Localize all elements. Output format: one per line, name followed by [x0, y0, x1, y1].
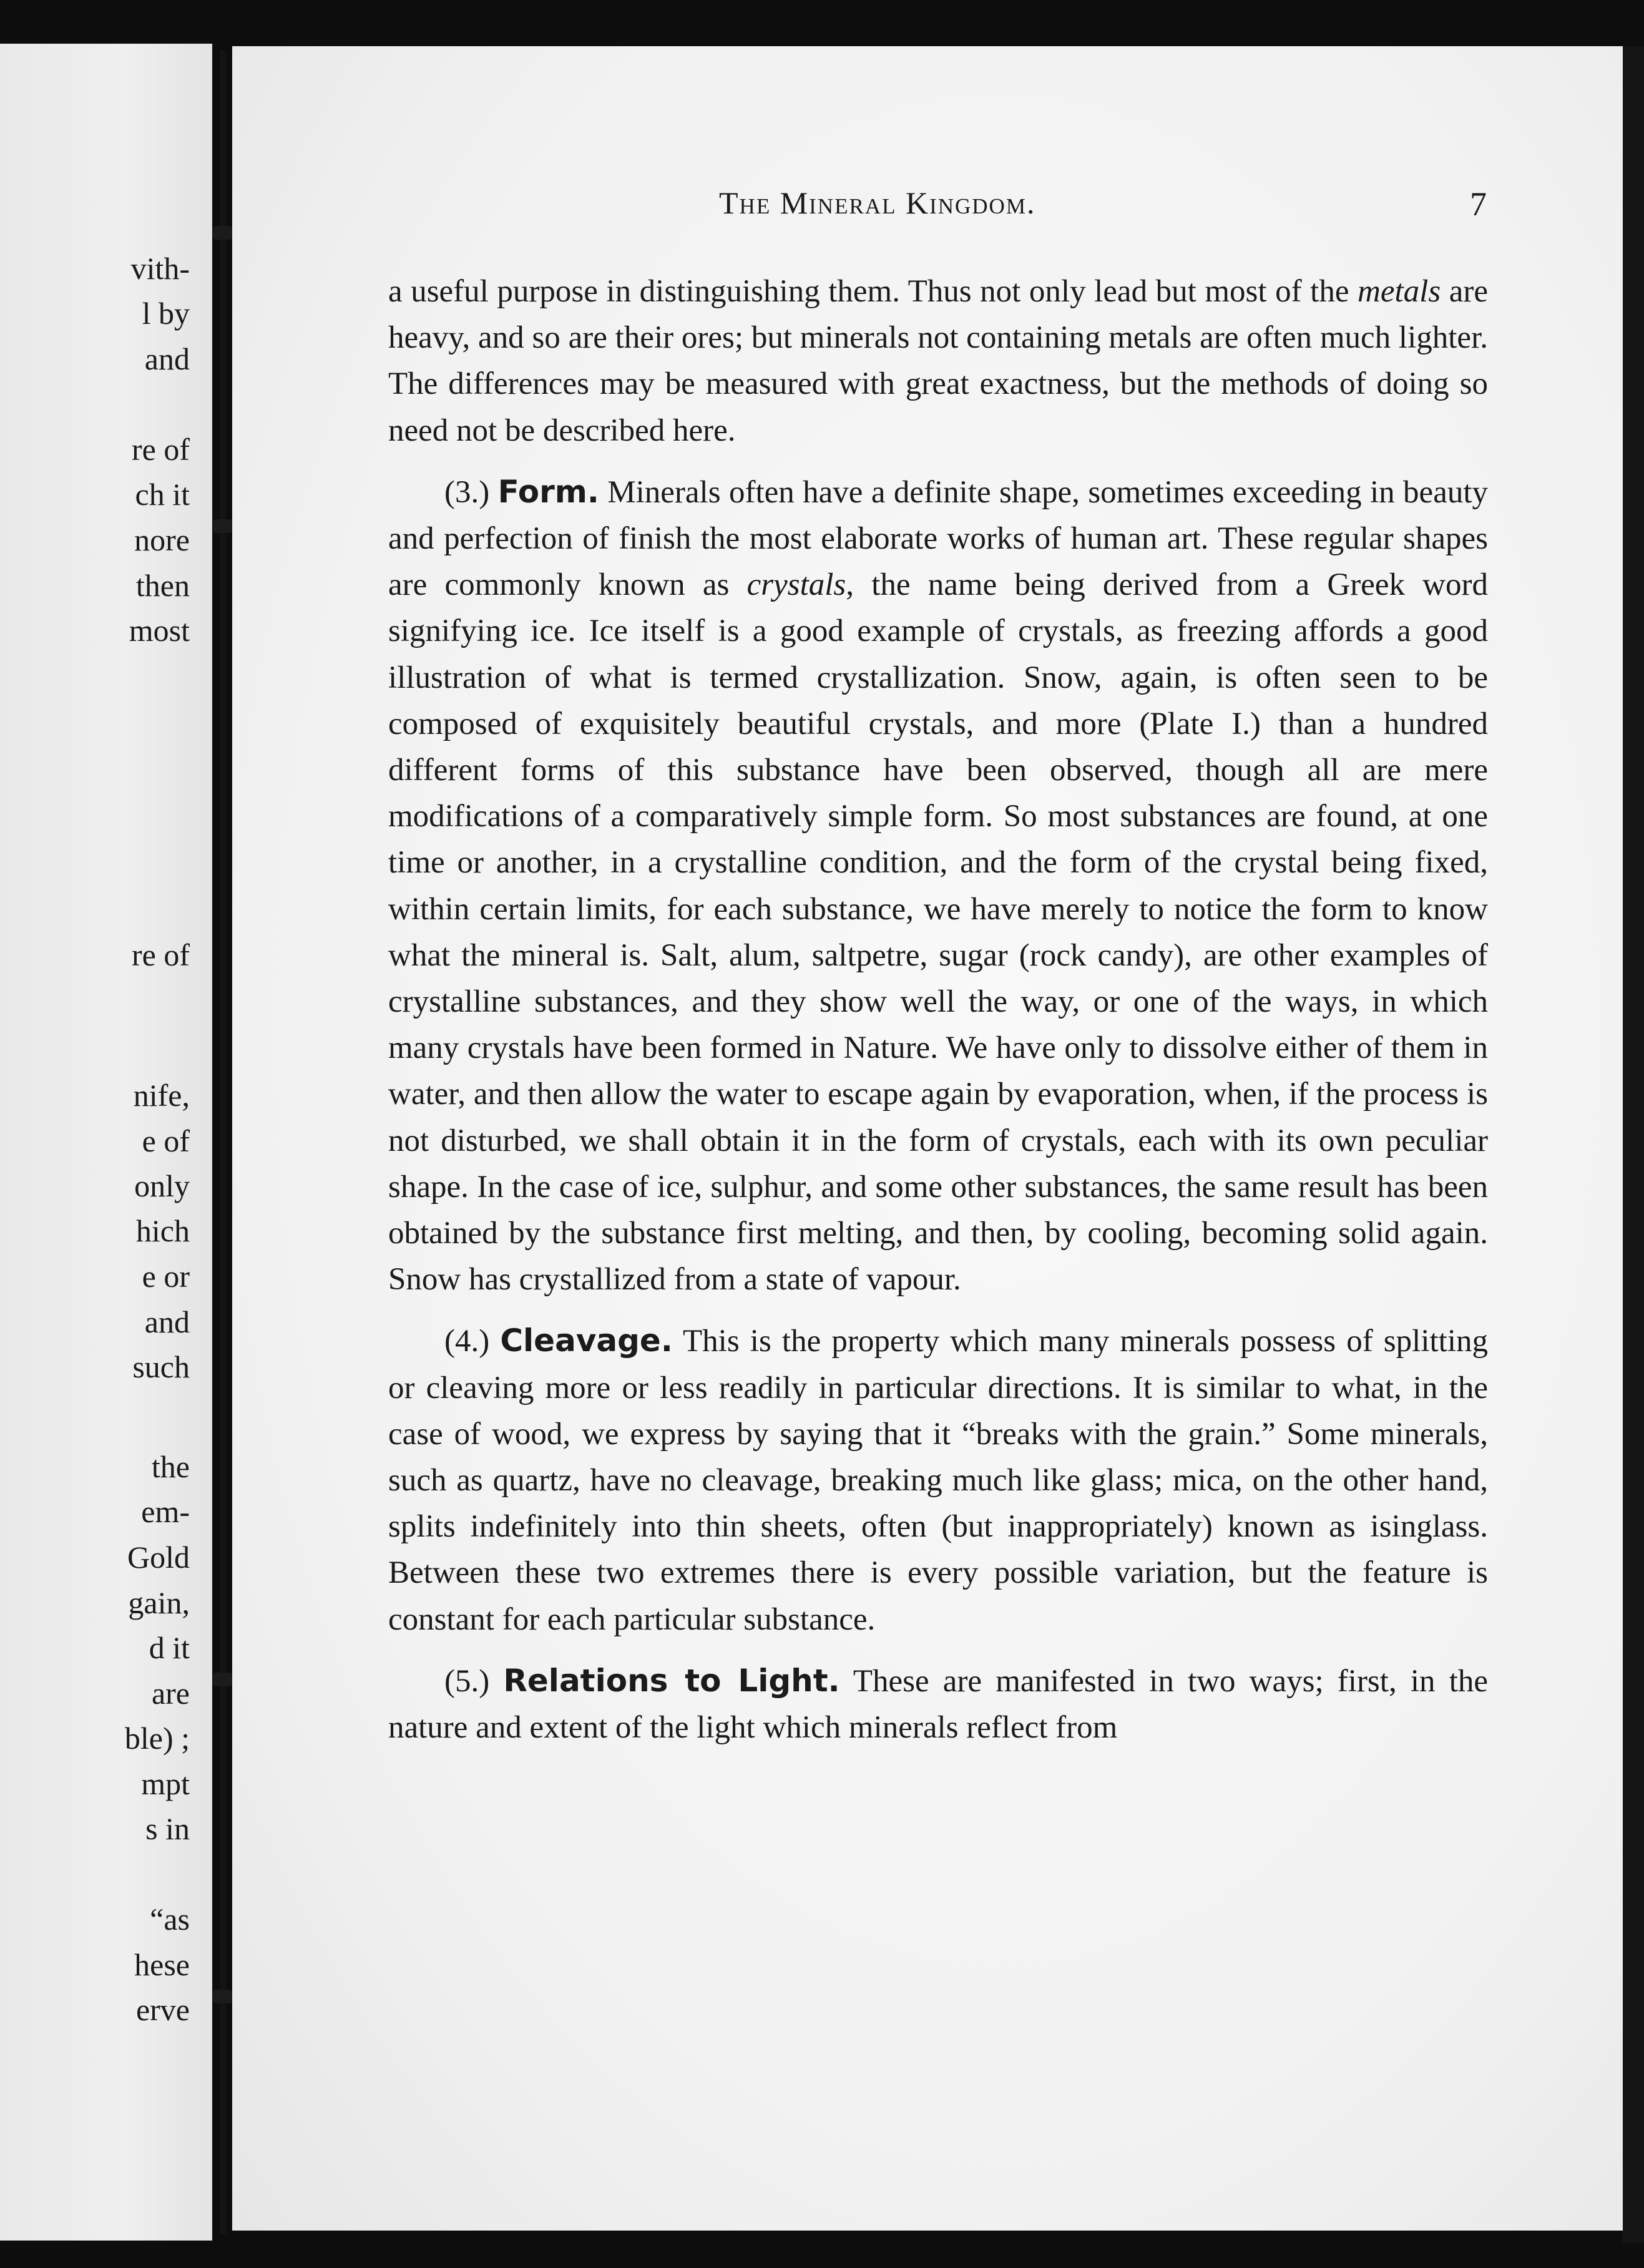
page-number: 7: [1470, 185, 1487, 223]
section-heading: Relations to Light.: [503, 1662, 840, 1699]
left-page-fragment: nore: [134, 522, 190, 557]
binding-stitch: [213, 1673, 233, 1686]
paragraph-text: Minerals often have a definite shape, sometimes exceeding in beauty and perfection of finish the most elaborate works of human art. These regular shapes are commonly known as: [388, 474, 1488, 603]
opening-paragraph: [388, 268, 1488, 454]
left-page-fragment: e of: [142, 1123, 190, 1158]
binding-stitch: [213, 226, 233, 240]
left-page-fragment: e or: [142, 1259, 190, 1294]
italic-term: metals: [1358, 274, 1441, 309]
left-page-fragment: only: [134, 1168, 190, 1203]
left-page-fragment: em-: [141, 1494, 190, 1529]
body-text: [388, 268, 1488, 1751]
section-heading: Form.: [497, 473, 599, 510]
left-page-fragment: d it: [149, 1630, 190, 1665]
left-page-fragment: most: [129, 613, 190, 648]
left-page-fragment: ch it: [135, 477, 190, 512]
left-page-fragment: mpt: [141, 1766, 190, 1801]
page-header: [388, 185, 1487, 235]
paragraph-text: These are manifested in two ways; first, in the nature and extent of the light which minerals reflect from: [388, 1663, 1489, 1746]
paragraph-text: a useful purpose in distinguishing them. Thus not only lead but most of the: [388, 274, 1358, 309]
paragraph-text: This is the property which many minerals possess of splitting or cleaving more or less readily in particular directions. It is similar to what, in the case of wood, we express by saying that it “breaks with the grain.” Some minerals, such as quartz, have no cleavage, breaking much like glass; mica, on the other hand, splits indefinitely into thin sheets, often (but inappropriately) known as isinglass. Between these two extremes there is every possible variation, but the feature is constant for each particular substance.: [388, 1324, 1488, 1637]
binding-gutter: [220, 50, 226, 2234]
left-page-fragment: hese: [134, 1947, 190, 1982]
running-head: The Mineral Kingdom.: [719, 185, 1036, 220]
left-page-fragment: gain,: [128, 1585, 190, 1620]
left-page-fragment: are: [151, 1676, 190, 1711]
section-heading: Cleavage.: [500, 1322, 673, 1359]
left-page-fragment: and: [144, 341, 190, 376]
left-page-fragment: vith-: [130, 251, 190, 286]
left-page-fragment: l by: [142, 296, 190, 331]
section-number: (5.): [444, 1663, 490, 1699]
italic-term: crystals: [746, 567, 846, 603]
paragraph-text: are heavy, and so are their ores; but minerals not containing metals are often much lighter. The differences may be measured with great exactness, but the methods of doing so need not be described here.: [388, 274, 1488, 448]
left-page-fragment: ble) ;: [124, 1721, 190, 1756]
section-number: (3.): [444, 474, 490, 510]
left-page-fragment: Gold: [127, 1540, 190, 1575]
left-page-fragment: s in: [145, 1811, 190, 1846]
binding-stitch: [213, 519, 233, 533]
left-page-fragment: hich: [135, 1213, 190, 1248]
left-page-fragment: re of: [132, 937, 190, 972]
left-page-fragment: nife,: [133, 1078, 190, 1113]
section-number: (4.): [444, 1324, 490, 1359]
left-page-fragment: the: [151, 1449, 190, 1484]
left-page-fragment: and: [144, 1304, 190, 1339]
left-page-fragment: “as: [150, 1902, 190, 1937]
binding-stitch: [213, 1990, 233, 2003]
left-page-sliver: [0, 44, 212, 2241]
paragraph-text: , the name being derived from a Greek word signifying ice. Ice itself is a good example of crystals, as freezing affords a good illustration of what is termed crystallization. Snow, again, is often seen to be composed of exquisitely beautiful crystals, and more (Plate I.) than a hundred different forms of this substance have been observed, though all are mere modifications of a comparatively simple form. So most substances are found, at one time or another, in a crystalline condition, and the form of the crystal being fixed, within certain limits, for each substance, we have merely to notice the form to know what the mineral is. Salt, alum, saltpetre, sugar (rock candy), are other examples of crystalline substances, and they show well the way, or one of the ways, in which many crystals have been formed in Nature. We have only to dissolve either of them in water, and then allow the water to escape again by evaporation, when, if the process is not disturbed, we shall obtain it in the form of crystals, each with its own peculiar shape. In the case of ice, sulphur, and some other substances, the same result has been obtained by the substance first melting, and then, by cooling, becoming solid again. Snow has crystallized from a state of vapour.: [388, 567, 1488, 1298]
page-edge-shadow: [1623, 46, 1644, 2243]
section-cleavage: [388, 1317, 1488, 1642]
section-relations-to-light: [388, 1658, 1488, 1751]
left-page-fragment: then: [135, 568, 190, 603]
left-page-fragment: re of: [132, 432, 190, 467]
left-page-fragment: erve: [135, 1992, 190, 2027]
left-page-fragment: such: [132, 1349, 190, 1384]
section-form: [388, 469, 1488, 1303]
